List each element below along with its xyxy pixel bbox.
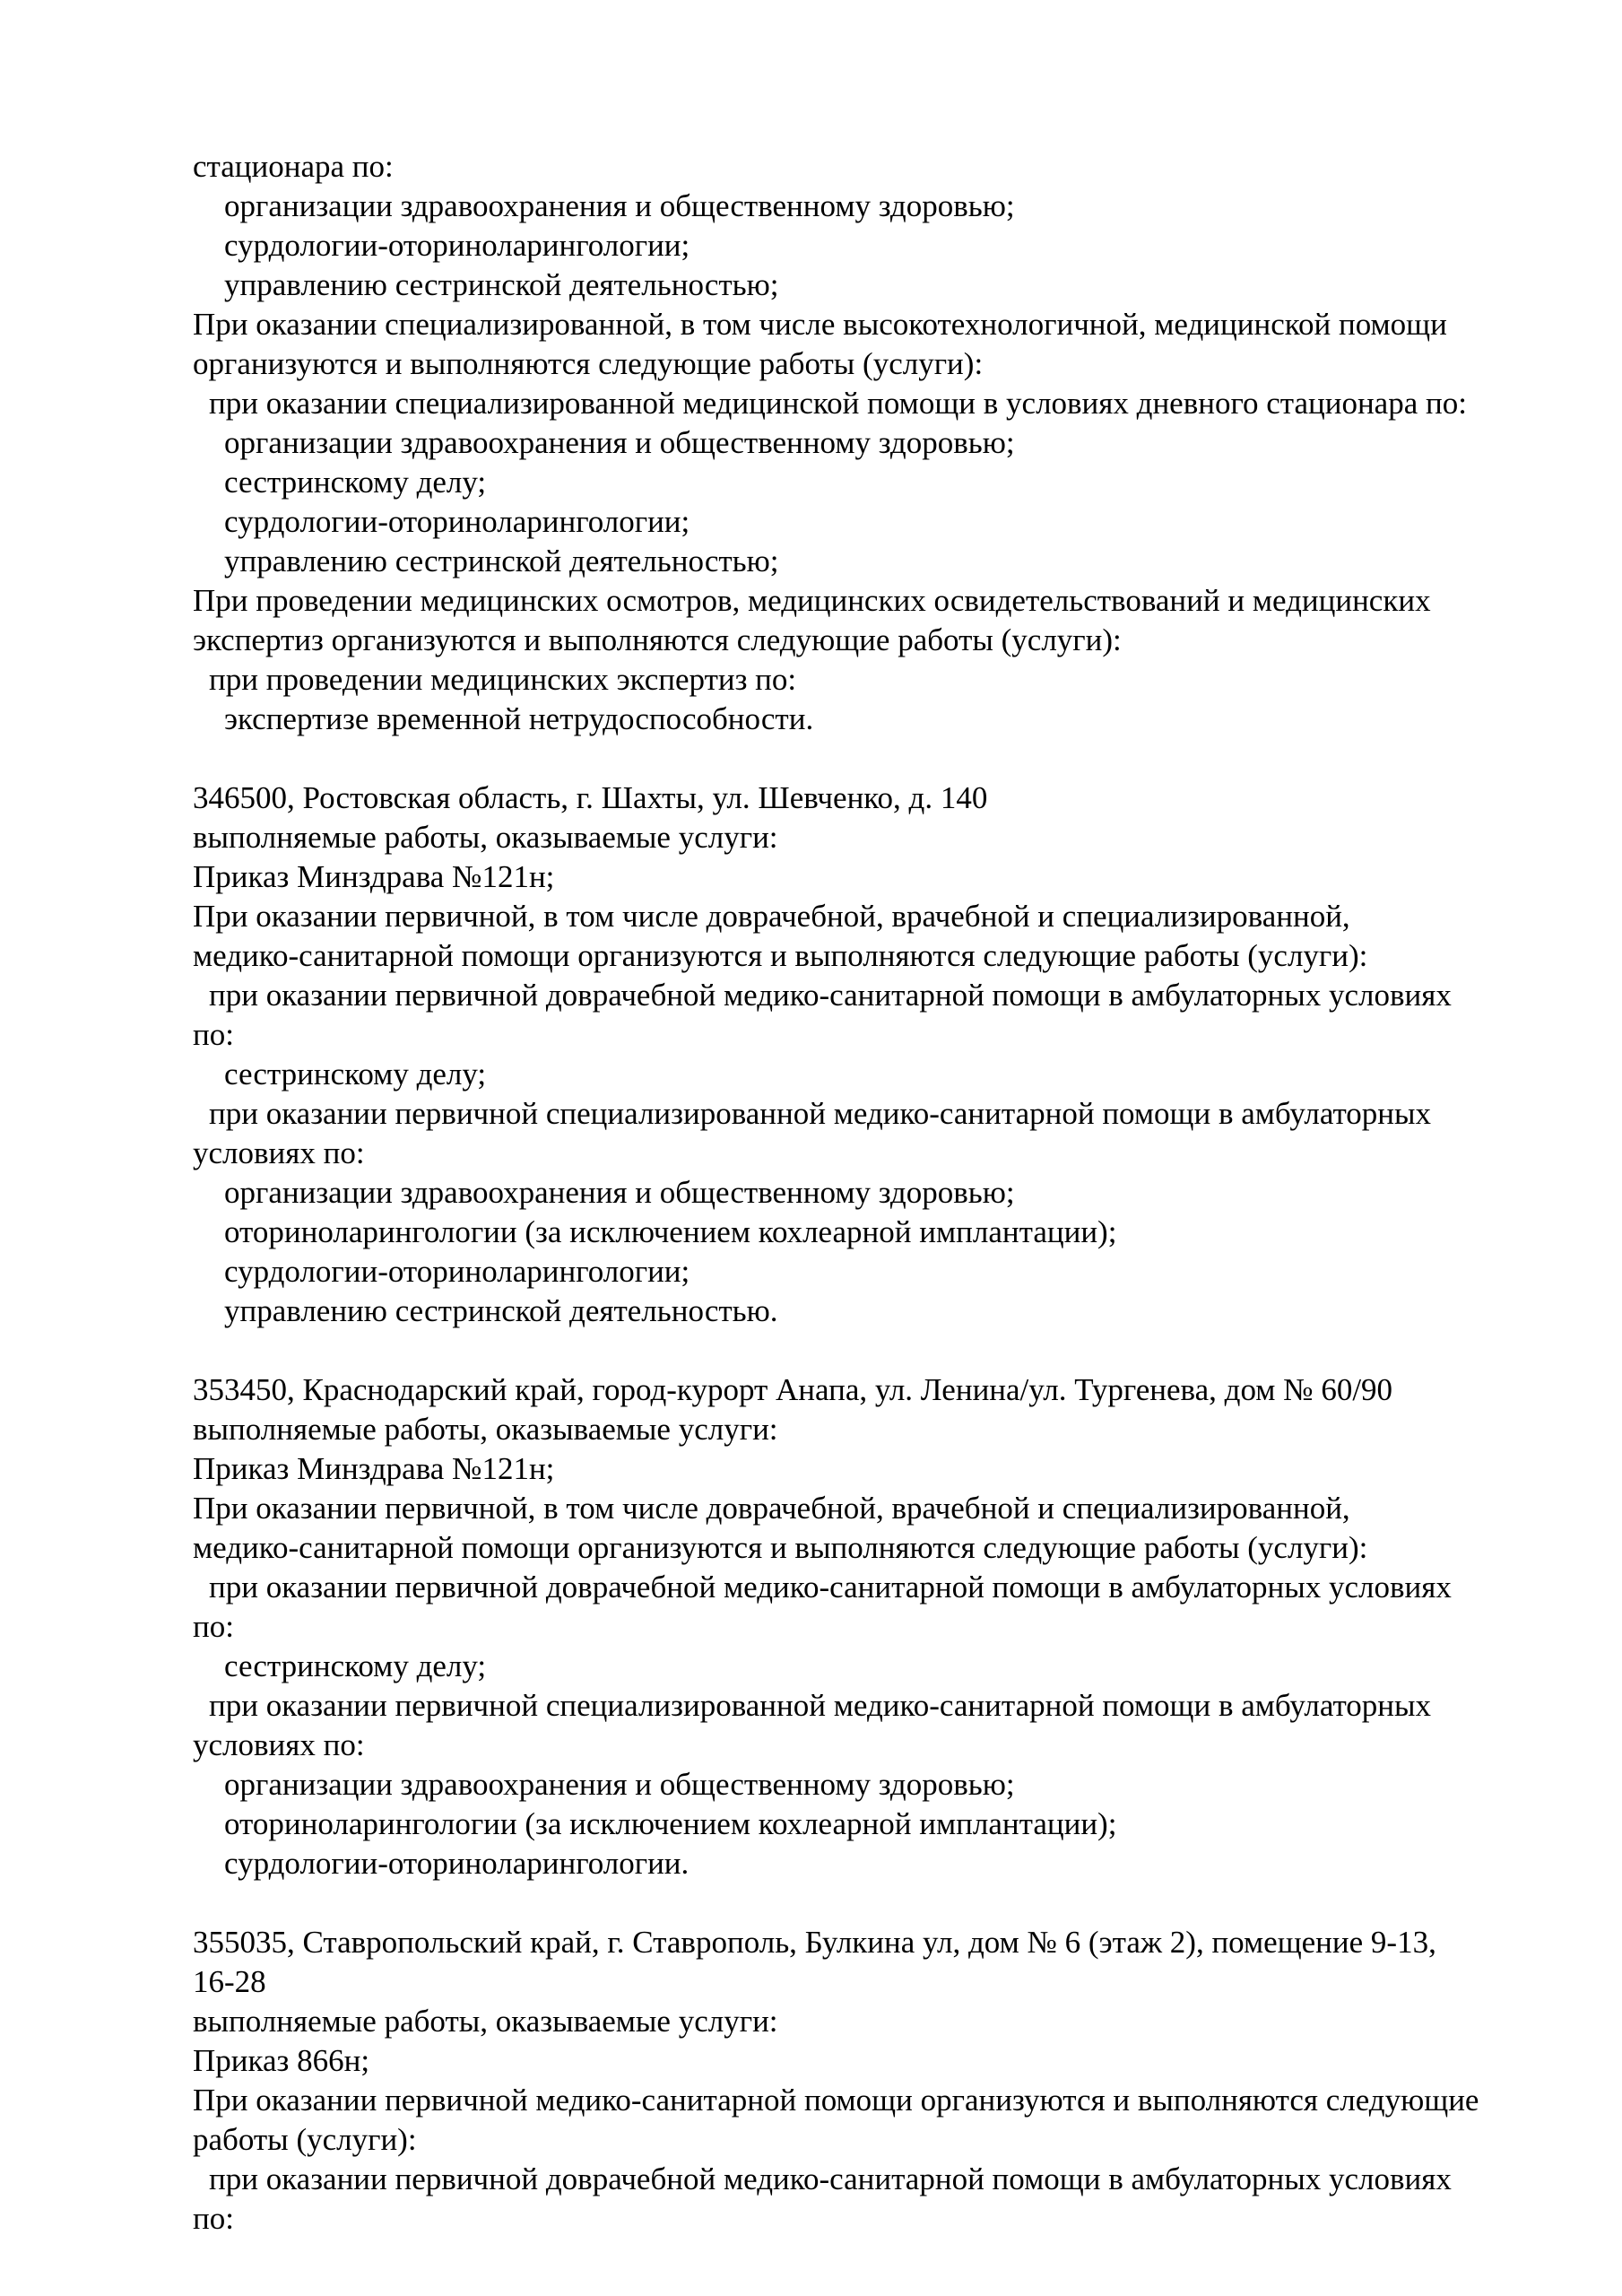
document-line: сурдологии-оториноларингологии; (224, 228, 690, 263)
document-line: сурдологии-оториноларингологии. (224, 1846, 690, 1881)
document-line: по: (193, 2201, 234, 2236)
document-line: 346500, Ростовская область, г. Шахты, ул. Шевченко, д. 140 (193, 780, 988, 815)
document-line: сурдологии-оториноларингологии; (224, 504, 690, 539)
document-line: при оказании первичной доврачебной медико-санитарной помощи в амбулаторных условиях (209, 978, 1452, 1013)
document-line: управлению сестринской деятельностью; (224, 544, 779, 578)
document-line: условиях по: (193, 1727, 365, 1762)
document-line: оториноларингологии (за исключением кохлеарной имплантации); (224, 1214, 1117, 1249)
document-line: Приказ Минздрава №121н; (193, 1451, 555, 1486)
document-line: экспертизе временной нетрудоспособности. (224, 701, 814, 736)
document-line: организации здравоохранения и общественному здоровью; (224, 188, 1015, 223)
document-line: работы (услуги): (193, 2122, 417, 2157)
document-line: оториноларингологии (за исключением кохлеарной имплантации); (224, 1806, 1117, 1841)
document-line: 353450, Краснодарский край, город-курорт Анапа, ул. Ленина/ул. Тургенева, дом № 60/90 (193, 1372, 1393, 1407)
document-line: при оказании специализированной медицинской помощи в условиях дневного стационара по: (209, 386, 1467, 421)
document-line: организации здравоохранения и общественному здоровью; (224, 1175, 1015, 1210)
document-line: управлению сестринской деятельностью. (224, 1293, 778, 1328)
document-line: при оказании первичной доврачебной медико-санитарной помощи в амбулаторных условиях (209, 2161, 1452, 2196)
document-line: сестринскому делу; (224, 1057, 487, 1091)
document-line: управлению сестринской деятельностью; (224, 267, 779, 302)
document-text-block (193, 147, 1479, 2239)
document-line: Приказ Минздрава №121н; (193, 859, 555, 894)
document-line: При оказании первичной медико-санитарной помощи организуются и выполняются следующие (193, 2083, 1479, 2118)
blank-line (193, 1883, 1479, 1923)
document-line: При оказании первичной, в том числе доврачебной, врачебной и специализированной, (193, 899, 1350, 934)
document-line: сестринскому делу; (224, 1648, 487, 1683)
document-line: выполняемые работы, оказываемые услуги: (193, 1412, 778, 1447)
document-line: медико-санитарной помощи организуются и выполняются следующие работы (услуги): (193, 938, 1368, 973)
document-line: выполняемые работы, оказываемые услуги: (193, 820, 778, 855)
document-line: Приказ 866н; (193, 2043, 370, 2078)
document-line: организуются и выполняются следующие работы (услуги): (193, 346, 984, 381)
document-line: медико-санитарной помощи организуются и выполняются следующие работы (услуги): (193, 1530, 1368, 1565)
document-line: экспертиз организуются и выполняются следующие работы (услуги): (193, 622, 1122, 657)
document-line: При оказании первичной, в том числе доврачебной, врачебной и специализированной, (193, 1491, 1350, 1526)
document-line: при проведении медицинских экспертиз по: (209, 662, 797, 697)
document-line: организации здравоохранения и общественному здоровью; (224, 425, 1015, 460)
document-line: условиях по: (193, 1135, 365, 1170)
document-line: стационара по: (193, 149, 394, 184)
document-line: по: (193, 1609, 234, 1644)
document-line: При оказании специализированной, в том числе высокотехнологичной, медицинской помощи (193, 307, 1447, 342)
document-line: сестринскому делу; (224, 465, 487, 500)
document-line: сурдологии-оториноларингологии; (224, 1254, 690, 1289)
document-line: при оказании первичной специализированной медико-санитарной помощи в амбулаторных (209, 1096, 1432, 1131)
document-line: 355035, Ставропольский край, г. Ставрополь, Булкина ул, дом № 6 (этаж 2), помещение 9-13, (193, 1925, 1436, 1960)
blank-line (193, 739, 1479, 778)
document-line: по: (193, 1017, 234, 1052)
document-line: организации здравоохранения и общественному здоровью; (224, 1767, 1015, 1802)
document-line: при оказании первичной специализированной медико-санитарной помощи в амбулаторных (209, 1688, 1432, 1723)
document-line: 16-28 (193, 1964, 266, 1999)
document-line: При проведении медицинских осмотров, медицинских освидетельствований и медицинских (193, 583, 1431, 618)
blank-line (193, 1331, 1479, 1370)
document-line: выполняемые работы, оказываемые услуги: (193, 2004, 778, 2039)
document-line: при оказании первичной доврачебной медико-санитарной помощи в амбулаторных условиях (209, 1570, 1452, 1605)
